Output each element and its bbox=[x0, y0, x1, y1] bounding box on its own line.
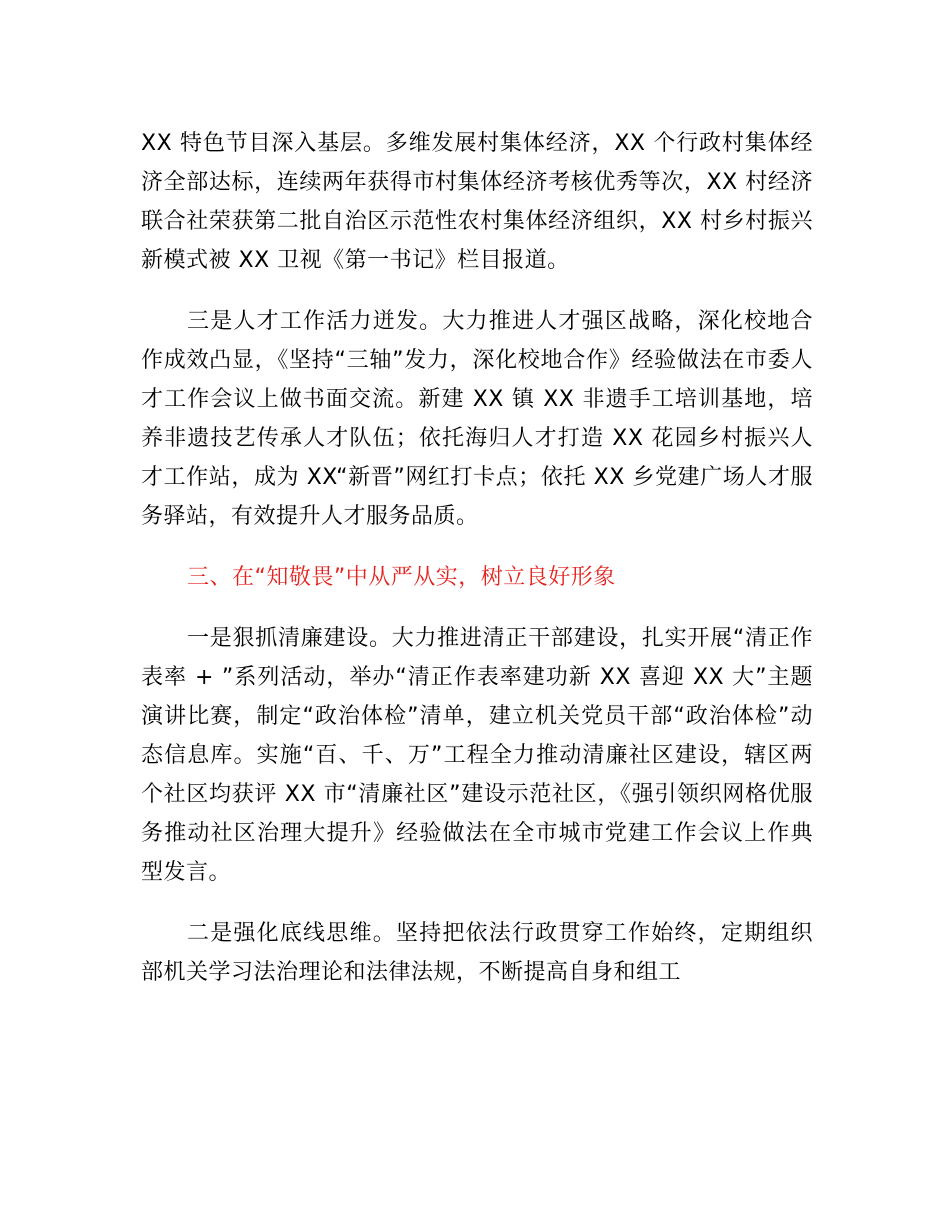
document-page bbox=[141, 124, 813, 992]
paragraph-talent-work: 三是人才工作活力迸发。大力推进人才强区战略，深化校地合作成效凸显，《坚持“三轴”发力，深化校地合作》经验做法在市委人才工作会议上做书面交流。新建 XX 镇 XX 非遗手工培训基地，培养非遗技艺传承人才队伍；依托海归人才打造 XX 花园乡村振兴人才工作站，成为 XX“新晋”网红打卡点；依托 XX 乡党建广场人才服务驿站，有效提升人才服务品质。 bbox=[141, 309, 813, 529]
paragraph-continuation: XX 特色节目深入基层。多维发展村集体经济，XX 个行政村集体经济全部达标，连续两年获得市村集体经济考核优秀等次，XX 村经济联合社荣获第二批自治区示范性农村集体经济组织，XX 村乡村振兴新模式被 XX 卫视《第一书记》栏目报道。 bbox=[141, 131, 813, 273]
paragraph-bottom-line: 二是强化底线思维。坚持把依法行政贯穿工作始终，定期组织部机关学习法治理论和法律法规，不断提高自身和组工 bbox=[141, 921, 813, 985]
paragraph-clean-governance: 一是狠抓清廉建设。大力推进清正干部建设，扎实开展“清正作表率 + ”系列活动，举办“清正作表率建功新 XX 喜迎 XX 大”主题演讲比赛，制定“政治体检”清单，建立机关党员干部“政治体检”动态信息库。实施“百、千、万”工程全力推动清廉社区建设，辖区两个社区均获评 XX 市“清廉社区”建设示范社区，《强引领织网格优服务推动社区治理大提升》经验做法在全市城市党建工作会议上作典型发言。 bbox=[141, 626, 813, 885]
section-heading: 三、在“知敬畏”中从严从实，树立良好形象 bbox=[187, 565, 616, 590]
